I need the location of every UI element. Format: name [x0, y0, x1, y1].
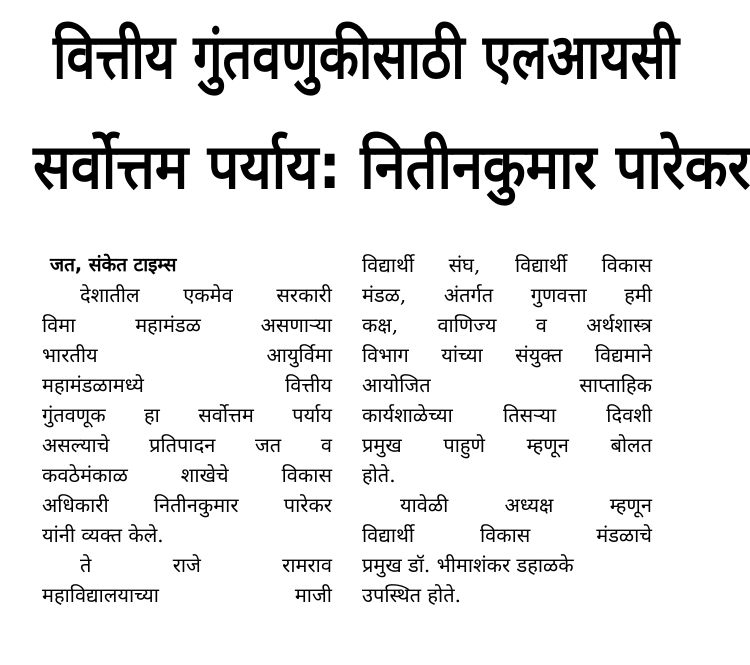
article-line [42, 430, 332, 460]
word: एकमेव [183, 283, 233, 307]
word: संघ, [448, 253, 481, 277]
article-line [42, 310, 332, 340]
article-line [362, 460, 652, 490]
article-line [362, 280, 652, 310]
article-line [42, 520, 332, 550]
word: विद्यार्थी [362, 523, 415, 547]
article-line [362, 430, 652, 460]
article-line [42, 280, 332, 310]
word: मंडळ, [362, 283, 407, 307]
word: अर्थशास्त्र [586, 313, 652, 337]
word: पर्याय [292, 403, 332, 427]
word: विकास [479, 523, 531, 547]
word: यांनी व्यक्त केले. [42, 523, 164, 547]
word: कवठेमंकाळ [42, 463, 128, 487]
word: व [320, 433, 332, 457]
word: दिवशी [606, 403, 652, 427]
headline-line-1: वित्तीय गुंतवणुकीसाठी एलआयसी [52, 20, 680, 93]
article-line [42, 400, 332, 430]
word: होते. [362, 463, 396, 487]
word: प्रमुख [362, 433, 402, 457]
article-column-right [362, 250, 652, 610]
word: सरकारी [276, 283, 332, 307]
word: शाखेचे [180, 463, 229, 487]
word: वाणिज्य [437, 313, 497, 337]
dateline: जत, संकेत टाइम्स [50, 254, 177, 276]
word: विद्यार्थी [514, 253, 568, 277]
article-line [362, 580, 652, 610]
word: ते [80, 553, 92, 577]
word: विकास [281, 463, 332, 487]
word: म्हणून [526, 433, 569, 457]
word: देशातील [80, 283, 140, 307]
word: उपस्थित होते. [362, 583, 461, 607]
word: हमी [624, 283, 652, 307]
article-line [42, 370, 332, 400]
word: प्रमुख डॉ. भीमाशंकर डहाळके [362, 553, 574, 577]
word: सर्वोत्तम [198, 403, 254, 427]
article-line [362, 550, 652, 580]
word: वित्तीय [285, 373, 332, 397]
article-line [362, 310, 652, 340]
word: संयुक्त [515, 343, 563, 367]
word: आयोजित [362, 373, 431, 397]
word: मंडळाचे [596, 523, 652, 547]
article-line [362, 340, 652, 370]
word: रामराव [282, 553, 332, 577]
word: अधिकारी [42, 493, 109, 517]
word: गुंतवणूक [42, 403, 106, 427]
word: आयुर्विमा [266, 343, 332, 367]
word: महामंडळ [135, 313, 201, 337]
word: विभाग [362, 343, 409, 367]
article-line [42, 580, 332, 610]
article-line [362, 490, 652, 520]
word: यांच्या [441, 343, 483, 367]
word: विद्यार्थी [362, 253, 415, 277]
word: माजी [294, 583, 332, 607]
word: विमा [42, 313, 76, 337]
word: अंतर्गत [443, 283, 494, 307]
word: साप्ताहिक [579, 373, 652, 397]
word: गुणवत्ता [530, 283, 587, 307]
word: व [535, 313, 547, 337]
article-line [42, 340, 332, 370]
word: कक्ष, [362, 313, 399, 337]
article-column-left [42, 250, 332, 610]
article-line [362, 400, 652, 430]
article-line [42, 550, 332, 580]
word: पाहुणे [443, 433, 485, 457]
article-line [362, 250, 652, 280]
article-line [42, 460, 332, 490]
word: असणाऱ्या [260, 313, 332, 337]
word: भारतीय [42, 343, 98, 367]
word: नितीनकुमार [153, 493, 239, 517]
word: तिसऱ्या [503, 403, 557, 427]
word: हा [144, 403, 160, 427]
word: म्हणून [609, 493, 652, 517]
word: राजे [172, 553, 201, 577]
word: महामंडळामध्ये [42, 373, 144, 397]
word: जत [254, 433, 282, 457]
word: यावेळी [400, 493, 449, 517]
article-line [42, 490, 332, 520]
word: कार्यशाळेच्या [362, 403, 453, 427]
article-line [362, 370, 652, 400]
word: बोलत [610, 433, 652, 457]
word: असल्याचे [42, 433, 110, 457]
word: महाविद्यालयाच्या [42, 583, 159, 607]
word: प्रतिपादन [149, 433, 216, 457]
word: अध्यक्ष [504, 493, 554, 517]
article-line [362, 520, 652, 550]
word: विकास [601, 253, 652, 277]
word: पारेकर [283, 493, 332, 517]
headline-line-2: सर्वोत्तम पर्याय: नितीनकुमार पारेकर [33, 130, 750, 203]
word: विद्यमाने [594, 343, 652, 367]
